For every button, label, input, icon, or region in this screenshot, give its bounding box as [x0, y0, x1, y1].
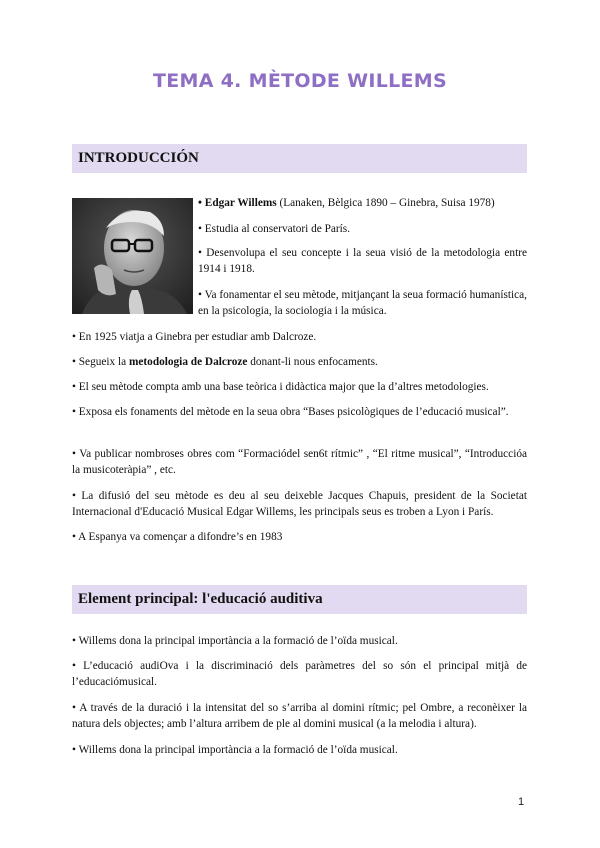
- bio-dates: (Lanaken, Bèlgica 1890 – Ginebra, Suisa 1978): [276, 197, 495, 209]
- bio-line: [198, 196, 527, 212]
- page-number: 1: [518, 796, 525, 808]
- paragraph: • Va publicar nombroses obres com “Formaciódel sen6t rítmic” , “El ritme musical”, “Introduccióa la musicoteràpia” , etc.: [72, 448, 527, 476]
- bio-name: • Edgar Willems: [198, 197, 277, 209]
- text-run: donant-li nous enfocaments.: [247, 356, 378, 368]
- paragraph: • Willems dona la principal importància a la formació de l’oïda musical.: [72, 744, 398, 756]
- portrait-photo: [72, 198, 193, 314]
- paragraph: • A través de la duració i la intensitat del so s’arriba al domini rítmic; pel Ombre, a reconèixer la natura dels objectes; amb l’altura arribem de ple al domini musical (a la melodia i altura).: [72, 702, 527, 730]
- paragraph: • Estudia al conservatori de París.: [198, 223, 351, 235]
- paragraph: • Willems dona la principal importància a la formació de l’oïda musical.: [72, 635, 398, 647]
- paragraph: [72, 355, 527, 371]
- paragraph: • Exposa els fonaments del mètode en la seua obra “Bases psicològiques de l’educació musical”.: [72, 406, 509, 418]
- bold-text: metodologia de Dalcroze: [128, 356, 248, 368]
- paragraph: • El seu mètode compta amb una base teòrica i didàctica major que la d’altres metodologies.: [72, 381, 489, 393]
- page-title: TEMA 4. MÈTODE WILLEMS: [153, 70, 447, 92]
- section-heading-introduccion: INTRODUCCIÓN: [72, 144, 527, 173]
- section-heading-educacio-auditiva: Element principal: l'educació auditiva: [72, 585, 527, 614]
- paragraph: • A Espanya va començar a difondre’s en 1983: [72, 531, 283, 543]
- paragraph: • Desenvolupa el seu concepte i la seua visió de la metodologia entre 1914 i 1918.: [198, 247, 527, 275]
- paragraph: • La difusió del seu mètode es deu al seu deixeble Jacques Chapuis, president de la Societat Internacional d'Educació Musical Edgar Willems, les principals seus es troben a Lyon i París.: [72, 490, 527, 518]
- paragraph: • L’educació audiOva i la discriminació dels paràmetres del so són el principal mitjà de l’educaciómusical.: [72, 660, 527, 688]
- text-run: • Segueix la: [72, 356, 129, 368]
- paragraph: • Va fonamentar el seu mètode, mitjançant la seua formació humanística, en la psicologia, la sociologia i la música.: [198, 289, 527, 317]
- paragraph: • En 1925 viatja a Ginebra per estudiar amb Dalcroze.: [72, 331, 317, 343]
